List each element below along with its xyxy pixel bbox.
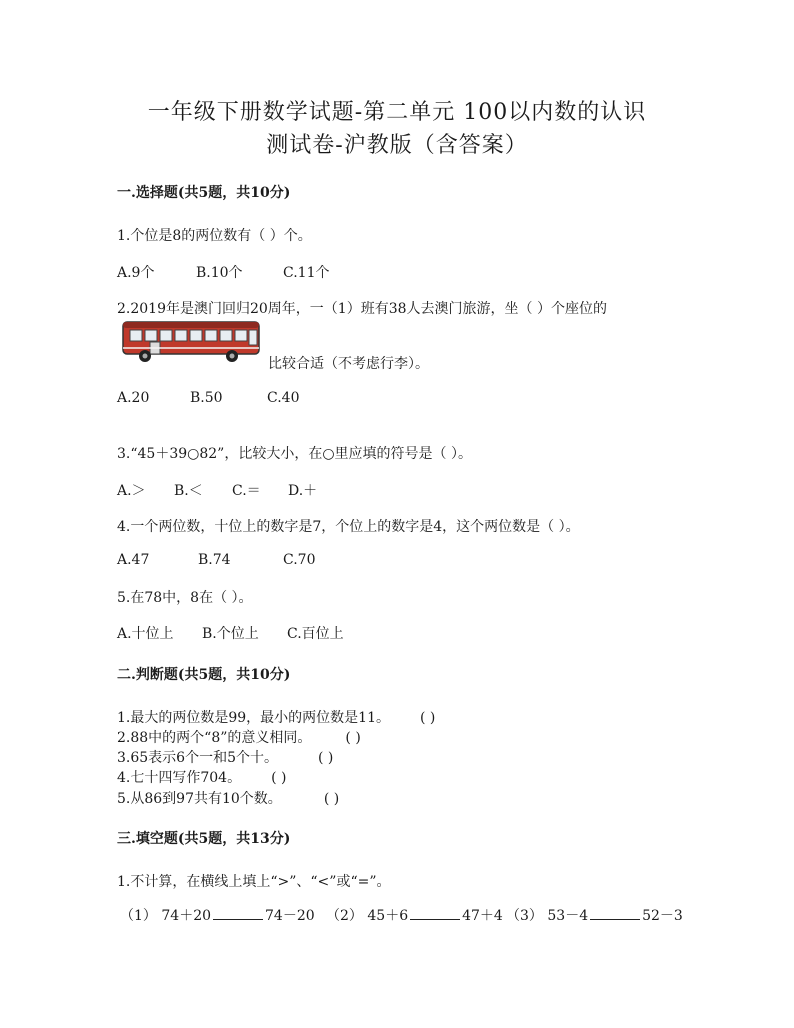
q2-option-b: B.50 [190,390,223,406]
section-heading-choice: 一.选择题(共5题，共10分) [117,185,291,201]
q1-option-c: C.11个 [283,265,330,281]
fill-item-3-blank[interactable] [590,905,640,920]
q4-option-b: B.74 [198,552,231,568]
question-5-text: 5.在78中，8在（ ）。 [117,590,253,606]
fill-question-1-text: 1.不计算，在横线上填上“>”、“<”或“=”。 [117,874,391,890]
question-2-text-b: 比较合适（不考虑行李）。 [268,356,429,372]
fill-item-2-right: 47＋4 [462,908,503,924]
fill-item-1-right: 74－20 [265,908,315,924]
fill-item-3-left: 53－4 [547,908,589,924]
doc-title-line1: 一年级下册数学试题-第二单元 100以内数的认识 [147,100,647,125]
fill-item-2 [326,905,503,925]
q1-option-a: A.9个 [117,265,155,281]
judge-item-2 [117,727,361,747]
judge-item-5 [117,788,339,808]
judge-item-5-text: 5.从86到97共有10个数。 [117,791,282,807]
fill-item-3-num: （3） [506,908,543,924]
question-4-text: 4.一个两位数，十位上的数字是7，个位上的数字是4，这个两位数是（ ）。 [117,519,580,535]
judge-item-1 [117,707,435,727]
q5-option-a: A.十位上 [117,626,174,642]
fill-item-1-left: 74＋20 [161,908,212,924]
question-2-text-a: 2.2019年是澳门回归20周年，一（1）班有38人去澳门旅游，坐（ ）个座位的 [117,301,607,317]
doc-title-line2: 测试卷-沪教版（含答案） [266,133,528,158]
fill-item-1 [120,905,315,925]
q3-option-a: A.＞ [117,483,146,499]
judge-item-1-text: 1.最大的两位数是99，最小的两位数是11。 [117,710,390,726]
fill-item-1-num: （1） [120,908,157,924]
q5-option-c: C.百位上 [287,626,344,642]
fill-item-3 [506,905,683,925]
judge-item-4-paren: ( ) [271,770,287,786]
judge-item-3 [117,747,333,767]
judge-item-4 [117,767,286,787]
fill-item-1-blank[interactable] [213,905,263,920]
q5-option-b: B.个位上 [202,626,259,642]
q2-option-a: A.20 [117,390,150,406]
q1-option-b: B.10个 [196,265,243,281]
question-3-text: 3.“45＋39○82”，比较大小，在○里应填的符号是（ ）。 [117,446,472,462]
q4-option-a: A.47 [117,552,150,568]
judge-item-2-paren: ( ) [345,730,361,746]
judge-item-4-text: 4.七十四写作704。 [117,770,242,786]
fill-item-3-right: 52－3 [642,908,683,924]
q4-option-c: C.70 [283,552,316,568]
q3-option-d: D.＋ [288,483,318,499]
fill-item-2-blank[interactable] [410,905,460,920]
judge-item-5-paren: ( ) [323,791,340,807]
section-heading-fill: 三.填空题(共5题，共13分) [117,831,291,847]
fill-item-2-left: 45＋6 [367,908,409,924]
q3-option-b: B.＜ [174,483,203,499]
judge-item-2-text: 2.88中的两个“8”的意义相同。 [117,730,312,746]
judge-item-3-text: 3.65表示6个一和5个十。 [117,750,278,766]
bus-image [120,318,262,364]
q3-option-c: C.＝ [232,483,261,499]
judge-item-3-paren: ( ) [318,750,334,766]
question-1-text: 1.个位是8的两位数有（ ）个。 [117,228,312,244]
fill-item-2-num: （2） [326,908,363,924]
section-heading-judge: 二.判断题(共5题，共10分) [117,667,291,683]
judge-item-1-paren: ( ) [420,710,436,726]
q2-option-c: C.40 [267,390,300,406]
